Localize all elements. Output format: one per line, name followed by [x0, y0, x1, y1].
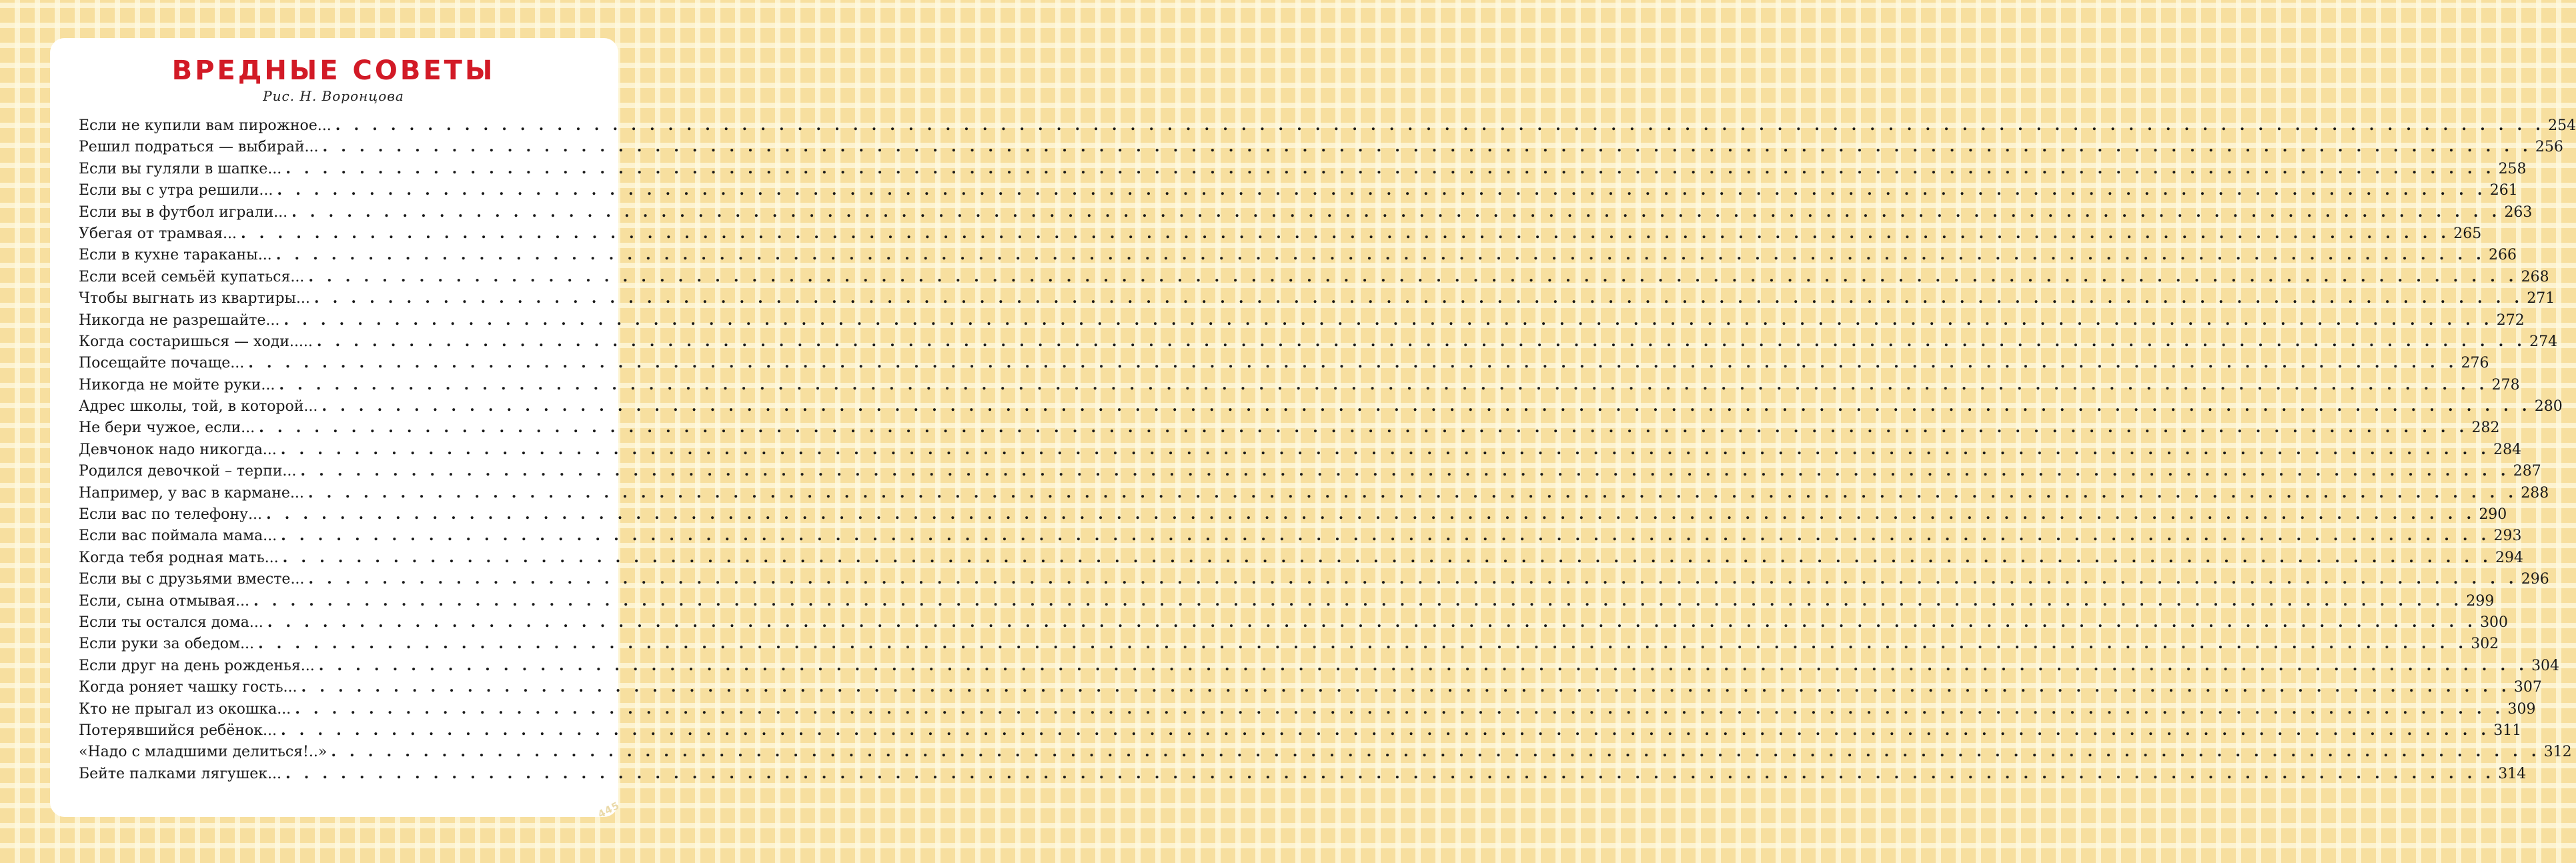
- toc-entry-page: 287: [2513, 463, 2541, 480]
- toc-entry-title: Девчонок надо никогда...: [79, 441, 277, 458]
- toc-entry-page: 268: [2521, 268, 2549, 285]
- toc-entry-page: 280: [2534, 398, 2563, 415]
- dot-leader: . . . . . . . . . . . . . . . . . . . . . . . . . . . . . . . . . . . . . . . . . . . . . . . . . . . . . . . . . . . . . . . . . . . . . . . . . . . . . . . . . . . . . . . . . . . . . . . . . . . . . . . . . . . . . . . . . . . . . . . .: [283, 311, 2493, 329]
- toc-entry[interactable]: [79, 439, 2522, 460]
- toc-entry-page: 282: [2471, 419, 2500, 437]
- toc-entry-title: Родился девочкой – терпи...: [79, 463, 297, 480]
- dot-leader: . . . . . . . . . . . . . . . . . . . . . . . . . . . . . . . . . . . . . . . . . . . . . . . . . . . . . . . . . . . . . . . . . . . . . . . . . . . . . . . . . . . . . . . . . . . . . . . . . . . . . . . . . . . . . . . . . . . . . . . .: [295, 700, 2505, 718]
- toc-entry[interactable]: [79, 158, 2527, 179]
- toc-entry[interactable]: [79, 287, 2555, 309]
- dot-leader: . . . . . . . . . . . . . . . . . . . . . . . . . . . . . . . . . . . . . . . . . . . . . . . . . . . . . . . . . . . . . . . . . . . . . . . . . . . . . . . . . . . . . . . . . . . . . . . . . . . . . . . . . . . . . . . . . . . . . . . .: [307, 484, 2518, 502]
- toc-entry-title: Если вас по телефону...: [79, 506, 262, 524]
- dot-leader: . . . . . . . . . . . . . . . . . . . . . . . . . . . . . . . . . . . . . . . . . . . . . . . . . . . . . . . . . . . . . . . . . . . . . . . . . . . . . . . . . . . . . . . . . . . . . . . . . . . . . . . . . . . . . . . . . . . . . . . .: [316, 332, 2527, 350]
- toc-entry-page: 290: [2479, 506, 2507, 524]
- toc-entry-title: Бейте палками лягушек...: [79, 765, 281, 782]
- toc-entry-title: Адрес школы, той, в которой...: [79, 398, 318, 415]
- toc-entry[interactable]: [79, 460, 2541, 482]
- toc-entry-title: Если в кухне тараканы...: [79, 247, 272, 264]
- toc-entry[interactable]: [79, 525, 2522, 546]
- dot-leader: . . . . . . . . . . . . . . . . . . . . . . . . . . . . . . . . . . . . . . . . . . . . . . . . . . . . . . . . . . . . . . . . . . . . . . . . . . . . . . . . . . . . . . . . . . . . . . . . . . . . . . . . . . . . . . . . . . . . . . . .: [248, 354, 2458, 372]
- toc-entry[interactable]: [79, 741, 2572, 762]
- toc-entry-title: Посещайте почаще...: [79, 355, 245, 372]
- toc-entry[interactable]: [79, 568, 2549, 590]
- toc-entry-page: 299: [2466, 592, 2495, 610]
- toc-entry-title: Если друг на день рожденья...: [79, 657, 315, 674]
- illustrator-credit: Рис. Н. Воронцова: [263, 88, 404, 104]
- toc-entry-page: 311: [2493, 722, 2522, 739]
- toc-entry[interactable]: [79, 395, 2563, 417]
- toc-entry-title: Когда роняет чашку гость...: [79, 679, 297, 696]
- toc-entry-title: Решил подраться — выбирай...: [79, 139, 319, 156]
- toc-entry-title: «Надо с младшими делиться!..»: [79, 744, 328, 761]
- toc-entry-page: 266: [2489, 247, 2517, 264]
- toc-entry[interactable]: [79, 331, 2558, 352]
- dot-leader: . . . . . . . . . . . . . . . . . . . . . . . . . . . . . . . . . . . . . . . . . . . . . . . . . . . . . . . . . . . . . . . . . . . . . . . . . . . . . . . . . . . . . . . . . . . . . . . . . . . . . . . . . . . . . . . . . . . . . . . .: [253, 592, 2463, 610]
- toc-entry-page: 265: [2453, 225, 2482, 242]
- dot-leader: . . . . . . . . . . . . . . . . . . . . . . . . . . . . . . . . . . . . . . . . . . . . . . . . . . . . . . . . . . . . . . . . . . . . . . . . . . . . . . . . . . . . . . . . . . . . . . . . . . . . . . . . . . . . . . . . . . . . . . . .: [257, 635, 2468, 653]
- toc-entry-title: Когда тебя родная мать...: [79, 549, 279, 566]
- dot-leader: . . . . . . . . . . . . . . . . . . . . . . . . . . . . . . . . . . . . . . . . . . . . . . . . . . . . . . . . . . . . . . . . . . . . . . . . . . . . . . . . . . . . . . . . . . . . . . . . . . . . . . . . . . . . . . . . . . . . . . . .: [285, 764, 2495, 782]
- dot-leader: . . . . . . . . . . . . . . . . . . . . . . . . . . . . . . . . . . . . . . . . . . . . . . . . . . . . . . . . . . . . . . . . . . . . . . . . . . . . . . . . . . . . . . . . . . . . . . . . . . . . . . . . . . . . . . . . . . . . . . . .: [335, 117, 2545, 134]
- toc-entry-page: 288: [2521, 484, 2549, 502]
- dot-leader: . . . . . . . . . . . . . . . . . . . . . . . . . . . . . . . . . . . . . . . . . . . . . . . . . . . . . . . . . . . . . . . . . . . . . . . . . . . . . . . . . . . . . . . . . . . . . . . . . . . . . . . . . . . . . . . . . . . . . . . .: [281, 527, 2491, 545]
- toc-entry-title: Когда состаришься — ходи.....: [79, 333, 313, 350]
- toc-entry[interactable]: [79, 482, 2549, 504]
- toc-entry[interactable]: [79, 590, 2495, 612]
- toc-entry-page: 307: [2513, 679, 2542, 696]
- toc-entry-title: Никогда не мойте руки...: [79, 376, 275, 393]
- dot-leader: . . . . . . . . . . . . . . . . . . . . . . . . . . . . . . . . . . . . . . . . . . . . . . . . . . . . . . . . . . . . . . . . . . . . . . . . . . . . . . . . . . . . . . . . . . . . . . . . . . . . . . . . . . . . . . . . . . . . . . . .: [265, 506, 2476, 524]
- toc-entry-page: 272: [2496, 311, 2525, 329]
- toc-entry-page: 300: [2480, 614, 2509, 631]
- toc-entry[interactable]: [79, 115, 2576, 136]
- toc-entry-page: 276: [2461, 355, 2489, 372]
- dot-leader: . . . . . . . . . . . . . . . . . . . . . . . . . . . . . . . . . . . . . . . . . . . . . . . . . . . . . . . . . . . . . . . . . . . . . . . . . . . . . . . . . . . . . . . . . . . . . . . . . . . . . . . . . . . . . . . . . . . . . . . .: [279, 375, 2489, 393]
- toc-entry-page: 271: [2527, 290, 2555, 307]
- toc-entry[interactable]: [79, 612, 2509, 633]
- toc-entry[interactable]: [79, 763, 2527, 784]
- dot-leader: . . . . . . . . . . . . . . . . . . . . . . . . . . . . . . . . . . . . . . . . . . . . . . . . . . . . . . . . . . . . . . . . . . . . . . . . . . . . . . . . . . . . . . . . . . . . . . . . . . . . . . . . . . . . . . . . . . . . . . . .: [318, 656, 2529, 674]
- toc-entry-title: Чтобы выгнать из квартиры...: [79, 290, 310, 307]
- toc-entry-title: Убегая от трамвая...: [79, 225, 237, 242]
- page-number: 445: [596, 799, 622, 821]
- dot-leader: . . . . . . . . . . . . . . . . . . . . . . . . . . . . . . . . . . . . . . . . . . . . . . . . . . . . . . . . . . . . . . . . . . . . . . . . . . . . . . . . . . . . . . . . . . . . . . . . . . . . . . . . . . . . . . . . . . . . . . . .: [291, 203, 2501, 221]
- toc-entry[interactable]: [79, 698, 2536, 720]
- toc-entry-title: Никогда не разрешайте...: [79, 311, 280, 329]
- section-title: ВРЕДНЫЕ СОВЕТЫ: [171, 55, 496, 86]
- dot-leader: . . . . . . . . . . . . . . . . . . . . . . . . . . . . . . . . . . . . . . . . . . . . . . . . . . . . . . . . . . . . . . . . . . . . . . . . . . . . . . . . . . . . . . . . . . . . . . . . . . . . . . . . . . . . . . . . . . . . . . . .: [285, 159, 2495, 177]
- toc-entry-page: 296: [2521, 571, 2549, 588]
- toc-entry[interactable]: [79, 417, 2500, 438]
- toc-entry[interactable]: [79, 352, 2489, 373]
- dot-leader: . . . . . . . . . . . . . . . . . . . . . . . . . . . . . . . . . . . . . . . . . . . . . . . . . . . . . . . . . . . . . . . . . . . . . . . . . . . . . . . . . . . . . . . . . . . . . . . . . . . . . . . . . . . . . . . . . . . . . . . .: [282, 548, 2492, 566]
- toc-entry[interactable]: [79, 223, 2482, 244]
- dot-leader: . . . . . . . . . . . . . . . . . . . . . . . . . . . . . . . . . . . . . . . . . . . . . . . . . . . . . . . . . . . . . . . . . . . . . . . . . . . . . . . . . . . . . . . . . . . . . . . . . . . . . . . . . . . . . . . . . . . . . . . .: [308, 267, 2518, 285]
- toc-entry-page: 254: [2548, 117, 2576, 134]
- dot-leader: . . . . . . . . . . . . . . . . . . . . . . . . . . . . . . . . . . . . . . . . . . . . . . . . . . . . . . . . . . . . . . . . . . . . . . . . . . . . . . . . . . . . . . . . . . . . . . . . . . . . . . . . . . . . . . . . . . . . . . . .: [259, 419, 2469, 437]
- toc-entry-page: 261: [2489, 182, 2518, 199]
- dot-leader: . . . . . . . . . . . . . . . . . . . . . . . . . . . . . . . . . . . . . . . . . . . . . . . . . . . . . . . . . . . . . . . . . . . . . . . . . . . . . . . . . . . . . . . . . . . . . . . . . . . . . . . . . . . . . . . . . . . . . . . .: [308, 570, 2518, 588]
- dot-leader: . . . . . . . . . . . . . . . . . . . . . . . . . . . . . . . . . . . . . . . . . . . . . . . . . . . . . . . . . . . . . . . . . . . . . . . . . . . . . . . . . . . . . . . . . . . . . . . . . . . . . . . . . . . . . . . . . . . . . . . .: [267, 613, 2477, 631]
- toc-entry-title: Если вы с утра решили...: [79, 182, 273, 199]
- toc-entry-title: Если вы гуляли в шапке...: [79, 160, 282, 177]
- toc-entry-title: Если вы с друзьями вместе...: [79, 571, 305, 588]
- toc-entry-title: Не бери чужое, если...: [79, 419, 255, 437]
- toc-entry-title: Потерявшийся ребёнок...: [79, 722, 277, 739]
- toc-entry-title: Если, сына отмывая...: [79, 592, 250, 610]
- toc-entry[interactable]: [79, 633, 2499, 654]
- toc-entry-page: 284: [2493, 441, 2522, 458]
- dot-leader: . . . . . . . . . . . . . . . . . . . . . . . . . . . . . . . . . . . . . . . . . . . . . . . . . . . . . . . . . . . . . . . . . . . . . . . . . . . . . . . . . . . . . . . . . . . . . . . . . . . . . . . . . . . . . . . . . . . . . . . .: [280, 721, 2491, 739]
- toc-entry[interactable]: [79, 676, 2542, 698]
- table-of-contents: [79, 115, 2576, 784]
- toc-entry-page: 302: [2471, 636, 2499, 653]
- toc-entry-title: Если руки за обедом...: [79, 636, 254, 653]
- toc-entry[interactable]: [79, 244, 2517, 265]
- toc-entry-page: 312: [2543, 744, 2572, 761]
- toc-entry-title: Если всей семьёй купаться...: [79, 268, 305, 285]
- dot-leader: . . . . . . . . . . . . . . . . . . . . . . . . . . . . . . . . . . . . . . . . . . . . . . . . . . . . . . . . . . . . . . . . . . . . . . . . . . . . . . . . . . . . . . . . . . . . . . . . . . . . . . . . . . . . . . . . . . . . . . . .: [277, 181, 2487, 199]
- toc-entry-page: 256: [2535, 139, 2563, 156]
- toc-entry-page: 293: [2493, 528, 2522, 545]
- toc-entry-page: 258: [2498, 160, 2527, 177]
- dot-leader: . . . . . . . . . . . . . . . . . . . . . . . . . . . . . . . . . . . . . . . . . . . . . . . . . . . . . . . . . . . . . . . . . . . . . . . . . . . . . . . . . . . . . . . . . . . . . . . . . . . . . . . . . . . . . . . . . . . . . . . .: [322, 138, 2532, 156]
- toc-entry-title: Если вас поймала мама...: [79, 528, 277, 545]
- toc-entry[interactable]: [79, 309, 2525, 331]
- dot-leader: . . . . . . . . . . . . . . . . . . . . . . . . . . . . . . . . . . . . . . . . . . . . . . . . . . . . . . . . . . . . . . . . . . . . . . . . . . . . . . . . . . . . . . . . . . . . . . . . . . . . . . . . . . . . . . . . . . . . . . . .: [275, 246, 2486, 264]
- toc-entry[interactable]: [79, 266, 2549, 287]
- toc-entry-page: 304: [2531, 657, 2560, 674]
- toc-entry[interactable]: [79, 547, 2523, 568]
- toc-entry[interactable]: [79, 655, 2560, 676]
- dot-leader: . . . . . . . . . . . . . . . . . . . . . . . . . . . . . . . . . . . . . . . . . . . . . . . . . . . . . . . . . . . . . . . . . . . . . . . . . . . . . . . . . . . . . . . . . . . . . . . . . . . . . . . . . . . . . . . . . . . . . . . .: [331, 743, 2541, 761]
- dot-leader: . . . . . . . . . . . . . . . . . . . . . . . . . . . . . . . . . . . . . . . . . . . . . . . . . . . . . . . . . . . . . . . . . . . . . . . . . . . . . . . . . . . . . . . . . . . . . . . . . . . . . . . . . . . . . . . . . . . . . . . .: [280, 440, 2491, 458]
- dot-leader: . . . . . . . . . . . . . . . . . . . . . . . . . . . . . . . . . . . . . . . . . . . . . . . . . . . . . . . . . . . . . . . . . . . . . . . . . . . . . . . . . . . . . . . . . . . . . . . . . . . . . . . . . . . . . . . . . . . . . . . .: [321, 397, 2531, 415]
- toc-entry-page: 274: [2529, 333, 2558, 350]
- toc-entry-page: 314: [2498, 765, 2527, 782]
- toc-entry-title: Если вы в футбол играли...: [79, 203, 288, 221]
- dot-leader: . . . . . . . . . . . . . . . . . . . . . . . . . . . . . . . . . . . . . . . . . . . . . . . . . . . . . . . . . . . . . . . . . . . . . . . . . . . . . . . . . . . . . . . . . . . . . . . . . . . . . . . . . . . . . . . . . . . . . . . .: [300, 462, 2510, 480]
- toc-entry-title: Если не купили вам пирожное...: [79, 117, 332, 134]
- toc-entry[interactable]: [79, 720, 2522, 741]
- toc-entry[interactable]: [79, 179, 2518, 201]
- toc-entry[interactable]: [79, 201, 2533, 223]
- toc-entry-page: 309: [2507, 700, 2536, 718]
- toc-entry-title: Кто не прыгал из окошка...: [79, 700, 291, 718]
- dot-leader: . . . . . . . . . . . . . . . . . . . . . . . . . . . . . . . . . . . . . . . . . . . . . . . . . . . . . . . . . . . . . . . . . . . . . . . . . . . . . . . . . . . . . . . . . . . . . . . . . . . . . . . . . . . . . . . . . . . . . . . .: [240, 224, 2451, 242]
- toc-entry-title: Например, у вас в кармане...: [79, 484, 304, 502]
- toc-entry-page: 263: [2504, 203, 2533, 221]
- toc-entry-title: Если ты остался дома...: [79, 614, 263, 631]
- toc-entry[interactable]: [79, 136, 2563, 157]
- dot-leader: . . . . . . . . . . . . . . . . . . . . . . . . . . . . . . . . . . . . . . . . . . . . . . . . . . . . . . . . . . . . . . . . . . . . . . . . . . . . . . . . . . . . . . . . . . . . . . . . . . . . . . . . . . . . . . . . . . . . . . . .: [313, 289, 2524, 307]
- toc-entry[interactable]: [79, 504, 2507, 525]
- toc-entry-page: 278: [2491, 376, 2520, 393]
- dot-leader: . . . . . . . . . . . . . . . . . . . . . . . . . . . . . . . . . . . . . . . . . . . . . . . . . . . . . . . . . . . . . . . . . . . . . . . . . . . . . . . . . . . . . . . . . . . . . . . . . . . . . . . . . . . . . . . . . . . . . . . .: [301, 678, 2511, 696]
- toc-entry-page: 294: [2495, 549, 2523, 566]
- toc-entry[interactable]: [79, 374, 2520, 395]
